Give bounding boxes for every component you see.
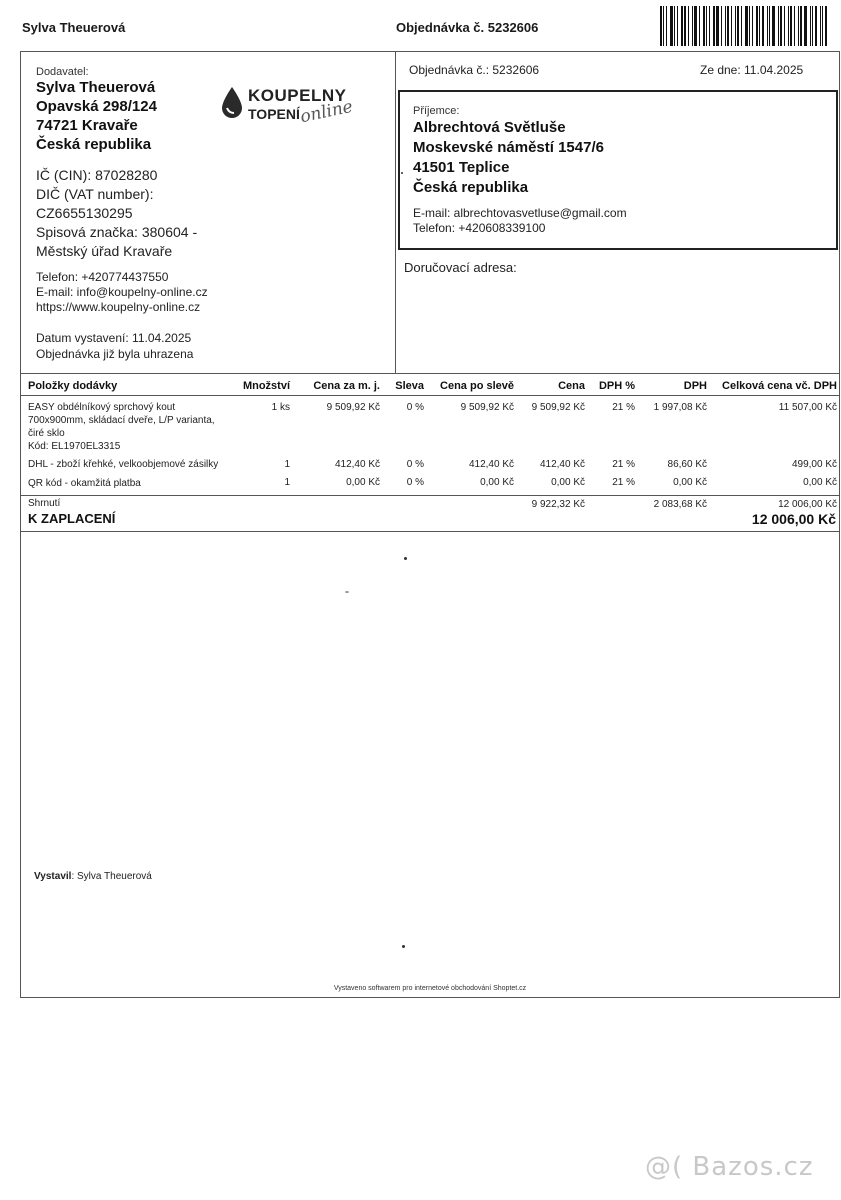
barcode-bar bbox=[759, 6, 760, 46]
supplier-contact bbox=[36, 270, 208, 315]
supplier-label: Dodavatel: bbox=[36, 66, 89, 78]
supplier-id-line: CZ6655130295 bbox=[36, 205, 133, 221]
supplier-id-line: IČ (CIN): 87028280 bbox=[36, 167, 158, 183]
issue-date: Datum vystavení: 11.04.2025 bbox=[36, 331, 192, 345]
supplier-dates bbox=[36, 330, 193, 362]
row-1-vat-pct: 21 % bbox=[612, 402, 635, 413]
table-row-3-name bbox=[28, 477, 238, 490]
barcode-bar bbox=[822, 6, 823, 46]
barcode bbox=[660, 6, 830, 46]
logo-word-online: online bbox=[298, 96, 355, 128]
row-3-unit-price: 0,00 Kč bbox=[346, 477, 380, 488]
header-supplier-name: Sylva Theuerová bbox=[22, 20, 126, 35]
row-1-unit-price: 9 509,92 Kč bbox=[326, 402, 380, 413]
order-date: Ze dne: 11.04.2025 bbox=[700, 63, 804, 77]
recipient-email[interactable]: E-mail: albrechtovasvetluse@gmail.com bbox=[413, 206, 627, 220]
table-row-1-name bbox=[28, 401, 238, 453]
row-3-vat-pct: 21 % bbox=[612, 477, 635, 488]
barcode-bar bbox=[735, 6, 736, 46]
row-1-vat: 1 997,08 Kč bbox=[653, 402, 707, 413]
row-1-after-discount: 9 509,92 Kč bbox=[460, 402, 514, 413]
section-divider bbox=[20, 373, 840, 374]
barcode-bar bbox=[762, 6, 764, 46]
supplier-line: Česká republika bbox=[36, 136, 152, 153]
row-2-discount: 0 % bbox=[406, 459, 424, 470]
table-row-2-name bbox=[28, 458, 238, 471]
barcode-bar bbox=[663, 6, 664, 46]
row-3-price: 0,00 Kč bbox=[551, 477, 585, 488]
summary-label: Shrnutí bbox=[28, 498, 61, 509]
supplier-email[interactable]: E-mail: info@koupelny-online.cz bbox=[36, 285, 208, 299]
barcode-bar bbox=[752, 6, 753, 46]
supplier-phone: Telefon: +420774437550 bbox=[36, 270, 169, 284]
issued-by-label: Vystavil bbox=[34, 871, 72, 882]
supplier-line: 74721 Kravaře bbox=[36, 117, 138, 134]
supplier-address bbox=[36, 78, 157, 154]
barcode-bar bbox=[825, 6, 827, 46]
summary-vat: 2 083,68 Kč bbox=[653, 499, 707, 510]
row-2-price: 412,40 Kč bbox=[539, 459, 585, 470]
pay-total: 12 006,00 Kč bbox=[751, 511, 836, 527]
row-2-vat-pct: 21 % bbox=[612, 459, 635, 470]
recipient-line: Česká republika bbox=[413, 179, 529, 196]
barcode-bar bbox=[798, 6, 799, 46]
row-1-price: 9 509,92 Kč bbox=[531, 402, 585, 413]
item-name-line: Kód: EL1970EL3315 bbox=[28, 441, 121, 452]
barcode-bar bbox=[790, 6, 792, 46]
issued-by-name: Sylva Theuerová bbox=[77, 871, 152, 882]
recipient-address bbox=[413, 118, 604, 198]
barcode-bar bbox=[810, 6, 811, 46]
supplier-id-line: Městský úřad Kravaře bbox=[36, 243, 173, 259]
summary-price: 9 922,32 Kč bbox=[531, 499, 585, 510]
barcode-bar bbox=[699, 6, 700, 46]
item-name-line: DHL - zboží křehké, velkoobjemové zásilky bbox=[28, 459, 219, 470]
issued-by: Vystavil: Sylva Theuerová bbox=[34, 871, 152, 882]
water-drop-icon bbox=[220, 86, 244, 120]
supplier-id-line: Spisová značka: 380604 - bbox=[36, 224, 198, 240]
order-number: Objednávka č.: 5232606 bbox=[409, 63, 540, 77]
col-header-unit-price: Cena za m. j. bbox=[313, 380, 380, 392]
item-name-line: EASY obdélníkový sprchový kout bbox=[28, 402, 176, 413]
pay-label: K ZAPLACENÍ bbox=[28, 511, 116, 526]
row-3-after-discount: 0,00 Kč bbox=[480, 477, 514, 488]
supplier-line: Opavská 298/124 bbox=[36, 98, 157, 115]
barcode-bar bbox=[727, 6, 729, 46]
barcode-bar bbox=[681, 6, 683, 46]
bazos-watermark: @( Bazos.cz bbox=[645, 1152, 814, 1182]
row-1-discount: 0 % bbox=[406, 402, 424, 413]
barcode-bar bbox=[716, 6, 719, 46]
scan-speck bbox=[401, 172, 403, 174]
row-2-after-discount: 412,40 Kč bbox=[468, 459, 514, 470]
row-2-qty: 1 bbox=[284, 459, 290, 470]
barcode-bar bbox=[725, 6, 726, 46]
row-1-qty: 1 ks bbox=[271, 402, 290, 413]
row-3-discount: 0 % bbox=[406, 477, 424, 488]
table-bottom-divider bbox=[20, 531, 840, 532]
barcode-bar bbox=[769, 6, 770, 46]
barcode-bar bbox=[670, 6, 673, 46]
barcode-bar bbox=[684, 6, 686, 46]
col-header-total: Celková cena vč. DPH bbox=[722, 380, 837, 392]
barcode-bar bbox=[794, 6, 795, 46]
barcode-bar bbox=[666, 6, 667, 46]
barcode-bar bbox=[694, 6, 697, 46]
recipient-label: Příjemce: bbox=[413, 105, 460, 117]
barcode-bar bbox=[737, 6, 739, 46]
logo-word-koupelny: KOUPELNY bbox=[248, 86, 347, 105]
company-logo bbox=[218, 84, 368, 134]
barcode-bar bbox=[756, 6, 758, 46]
header-order-number: Objednávka č. 5232606 bbox=[396, 20, 539, 35]
row-2-total: 499,00 Kč bbox=[791, 459, 837, 470]
item-name-line: 700x900mm, skládací dveře, L/P varianta, bbox=[28, 415, 215, 426]
barcode-bar bbox=[788, 6, 789, 46]
recipient-phone: Telefon: +420608339100 bbox=[413, 221, 546, 235]
supplier-id-line: DIČ (VAT number): bbox=[36, 186, 154, 202]
col-header-qty: Množství bbox=[242, 380, 290, 392]
supplier-website[interactable]: https://www.koupelny-online.cz bbox=[36, 300, 201, 314]
summary-total: 12 006,00 Kč bbox=[778, 499, 837, 510]
barcode-bar bbox=[660, 6, 662, 46]
scan-speck bbox=[345, 591, 349, 593]
header-underline bbox=[20, 395, 840, 396]
supplier-ids bbox=[36, 166, 197, 261]
item-name-line: QR kód - okamžitá platba bbox=[28, 478, 141, 489]
barcode-bar bbox=[767, 6, 768, 46]
barcode-bar bbox=[820, 6, 821, 46]
barcode-bar bbox=[674, 6, 675, 46]
col-header-vat-pct: DPH % bbox=[598, 380, 635, 392]
item-name-line: čiré sklo bbox=[28, 428, 65, 439]
recipient-line: Albrechtová Světluše bbox=[413, 119, 566, 136]
barcode-bar bbox=[745, 6, 748, 46]
col-header-after-discount: Cena po slevě bbox=[440, 380, 514, 392]
barcode-bar bbox=[688, 6, 689, 46]
barcode-bar bbox=[692, 6, 693, 46]
scan-speck bbox=[404, 557, 407, 560]
paid-status: Objednávka již byla uhrazena bbox=[36, 347, 194, 361]
barcode-bar bbox=[713, 6, 715, 46]
barcode-bar bbox=[815, 6, 817, 46]
barcode-bar bbox=[812, 6, 813, 46]
barcode-bar bbox=[804, 6, 807, 46]
barcode-bar bbox=[772, 6, 775, 46]
recipient-contact bbox=[413, 206, 627, 236]
col-header-discount: Sleva bbox=[395, 380, 424, 392]
barcode-bar bbox=[741, 6, 742, 46]
barcode-bar bbox=[731, 6, 732, 46]
col-header-price: Cena bbox=[558, 380, 585, 392]
logo-word-topeni: TOPENÍ bbox=[248, 106, 300, 122]
barcode-bar bbox=[784, 6, 785, 46]
row-3-qty: 1 bbox=[284, 477, 290, 488]
row-2-unit-price: 412,40 Kč bbox=[334, 459, 380, 470]
barcode-bar bbox=[709, 6, 710, 46]
recipient-line: Moskevské náměstí 1547/6 bbox=[413, 139, 604, 156]
col-header-items: Položky dodávky bbox=[28, 380, 118, 392]
row-3-total: 0,00 Kč bbox=[803, 477, 837, 488]
barcode-bar bbox=[800, 6, 802, 46]
barcode-bar bbox=[703, 6, 705, 46]
delivery-address-label: Doručovací adresa: bbox=[404, 260, 517, 275]
barcode-bar bbox=[749, 6, 750, 46]
barcode-bar bbox=[706, 6, 707, 46]
col-header-vat: DPH bbox=[683, 380, 707, 392]
scan-speck bbox=[402, 945, 405, 948]
barcode-bar bbox=[677, 6, 678, 46]
recipient-line: 41501 Teplice bbox=[413, 159, 510, 176]
software-footer: Vystaveno softwarem pro internetové obchodování Shoptet.cz bbox=[333, 985, 527, 992]
row-3-vat: 0,00 Kč bbox=[673, 477, 707, 488]
barcode-bar bbox=[778, 6, 779, 46]
summary-divider bbox=[20, 495, 840, 496]
barcode-bar bbox=[780, 6, 782, 46]
row-1-total: 11 507,00 Kč bbox=[778, 402, 837, 413]
barcode-bar bbox=[721, 6, 722, 46]
column-divider bbox=[395, 51, 396, 373]
row-2-vat: 86,60 Kč bbox=[667, 459, 707, 470]
supplier-line: Sylva Theuerová bbox=[36, 79, 156, 96]
